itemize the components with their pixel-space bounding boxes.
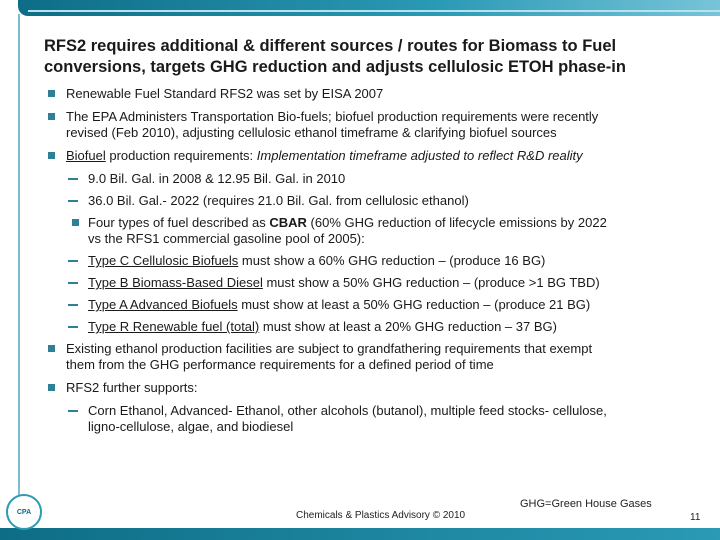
square-bullet-icon: [48, 345, 55, 352]
sub-item-type-b: Type B Biomass-Based Diesel must show a 50% GHG reduction – (produce >1 BG TBD): [44, 275, 712, 291]
dash-bullet-icon: [68, 282, 78, 284]
dash-bullet-icon: [68, 178, 78, 180]
sub-item-type-c: Type C Cellulosic Biofuels must show a 60% GHG reduction – (produce 16 BG): [44, 253, 712, 269]
dash-bullet-icon: [68, 410, 78, 412]
dash-bullet-icon: [68, 304, 78, 306]
square-bullet-icon: [48, 384, 55, 391]
bullet-rfs2-set: Renewable Fuel Standard RFS2 was set by EISA 2007: [44, 86, 712, 102]
biofuel-link-text: Biofuel: [66, 148, 106, 163]
dash-bullet-icon: [68, 260, 78, 262]
slide-content: [44, 86, 712, 441]
sub-item-2008-2010: 9.0 Bil. Gal. in 2008 & 12.95 Bil. Gal. in 2010: [44, 171, 712, 187]
square-bullet-icon: [72, 219, 79, 226]
sub-item-cbar: Four types of fuel described as CBAR (60% GHG reduction of lifecycle emissions by 2022 vs the RFS1 commercial gasoline pool of 2005):: [44, 215, 712, 247]
dash-bullet-icon: [68, 326, 78, 328]
sub-item-2022: 36.0 Bil. Gal.- 2022 (requires 21.0 Bil. Gal. from cellulosic ethanol): [44, 193, 712, 209]
cpa-logo: CPA: [6, 494, 42, 530]
sub-item-feedstocks: Corn Ethanol, Advanced- Ethanol, other alcohols (butanol), multiple feed stocks- cellulose, ligno-cellulose, algae, and biodiesel: [44, 403, 712, 435]
sub-item-type-r: Type R Renewable fuel (total) must show at least a 20% GHG reduction – 37 BG): [44, 319, 712, 335]
bullet-rfs2-supports: RFS2 further supports:: [44, 380, 712, 396]
footer-copyright: Chemicals & Plastics Advisory © 2010: [296, 510, 466, 521]
top-accent-bar: [18, 0, 720, 16]
left-accent-rule: [18, 14, 20, 514]
square-bullet-icon: [48, 90, 55, 97]
sub-item-type-a: Type A Advanced Biofuels must show at least a 50% GHG reduction – (produce 21 BG): [44, 297, 712, 313]
page-number: 11: [690, 512, 701, 523]
bullet-biofuel-requirements: Biofuel production requirements: Implementation timeframe adjusted to reflect R&D reality: [44, 148, 712, 164]
slide-title: [44, 36, 704, 78]
bullet-grandfathering: Existing ethanol production facilities are subject to grandfathering requirements that exempt them from the GHG performance requirements for a defined period of time: [44, 341, 712, 373]
ghg-definition-note: GHG=Green House Gases: [520, 498, 652, 510]
bottom-accent-bar: [0, 528, 720, 540]
slide-title-line-2: conversions, targets GHG reduction and adjusts cellulosic ETOH phase-in: [44, 58, 626, 76]
dash-bullet-icon: [68, 200, 78, 202]
slide-title-line-1: RFS2 requires additional & different sources / routes for Biomass to Fuel: [44, 37, 617, 55]
square-bullet-icon: [48, 113, 55, 120]
square-bullet-icon: [48, 152, 55, 159]
bullet-epa-administers: The EPA Administers Transportation Bio-fuels; biofuel production requirements were recently revised (Feb 2010), adjusting cellulosic ethanol timeframe & clarifying biofuel sources: [44, 109, 712, 141]
